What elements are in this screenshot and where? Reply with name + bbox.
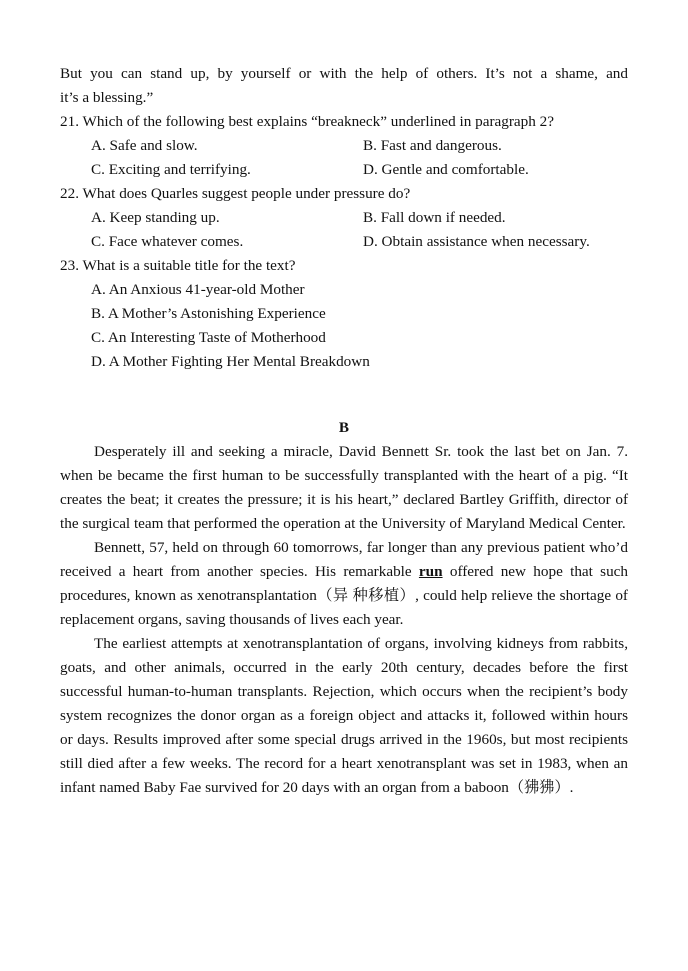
question-23-option-c: C. An Interesting Taste of Motherhood [91, 329, 326, 346]
question-22-option-c: C. Face whatever comes. [91, 233, 244, 250]
paragraph-text: offered new hope that such procedures, known as xenotransplantation（异 种移植）, could help relieve the shortage of replacement organs, saving thousands of lives each year. [60, 563, 628, 628]
question-21-option-d: D. Gentle and comfortable. [363, 161, 529, 178]
section-heading: B [338, 419, 350, 436]
underlined-word: run [418, 563, 443, 580]
paragraph-text: Bennett, 57, held on through 60 tomorrows, far longer than any previous patient who’d received a heart from another species. His remarkable [60, 539, 628, 580]
question-23-stem: 23. What is a suitable title for the text? [60, 257, 296, 274]
question-21-option-a: A. Safe and slow. [91, 137, 198, 154]
passage-b-paragraph-1: Desperately ill and seeking a miracle, David Bennett Sr. took the last bet on Jan. 7. when be became the first human to be successfully transplanted with the heart of a pig. “It creates the beat; it creates the pressure; it is his heart,” declared Bartley Griffith, director of the surgical team that performed the operation at the University of Maryland Medical Center. [60, 443, 628, 532]
question-22-stem: 22. What does Quarles suggest people under pressure do? [60, 185, 411, 202]
question-22-options-row-2 [60, 230, 628, 254]
question-23-option-d: D. A Mother Fighting Her Mental Breakdown [91, 353, 370, 370]
question-23-option-a: A. An Anxious 41-year-old Mother [91, 281, 305, 298]
passage-b-paragraph-3: The earliest attempts at xenotransplantation of organs, involving kidneys from rabbits, goats, and other animals, occurred in the early 20th century, decades before the first successful human-to-human transplants. Rejection, which occurs when the recipient’s body system recognizes the donor organ as a foreign object and attacks it, followed within hours or days. Results improved after some special drugs arrived in the 1960s, but most recipients still died after a few weeks. The record for a heart xenotransplant was set in 1983, when an infant named Baby Fae survived for 20 days with an organ from a baboon（狒狒）. [60, 635, 628, 796]
passage-continuation-line: But you can stand up, by yourself or with the help of others. It’s not a shame, and [60, 65, 628, 82]
question-21-options-row-2 [60, 158, 628, 182]
passage-continuation-line: it’s a blessing.” [60, 89, 154, 106]
passage-b-paragraph-2 [60, 536, 628, 632]
question-21-option-c: C. Exciting and terrifying. [91, 161, 251, 178]
question-22-options-row-1 [60, 206, 628, 230]
question-23-option-b: B. A Mother’s Astonishing Experience [91, 305, 326, 322]
question-22-option-b: B. Fall down if needed. [363, 209, 506, 226]
question-21-options-row-1 [60, 134, 628, 158]
question-21-stem: 21. Which of the following best explains “breakneck” underlined in paragraph 2? [60, 113, 554, 130]
question-22-option-d: D. Obtain assistance when necessary. [363, 233, 590, 250]
question-21-option-b: B. Fast and dangerous. [363, 137, 502, 154]
question-22-option-a: A. Keep standing up. [91, 209, 220, 226]
